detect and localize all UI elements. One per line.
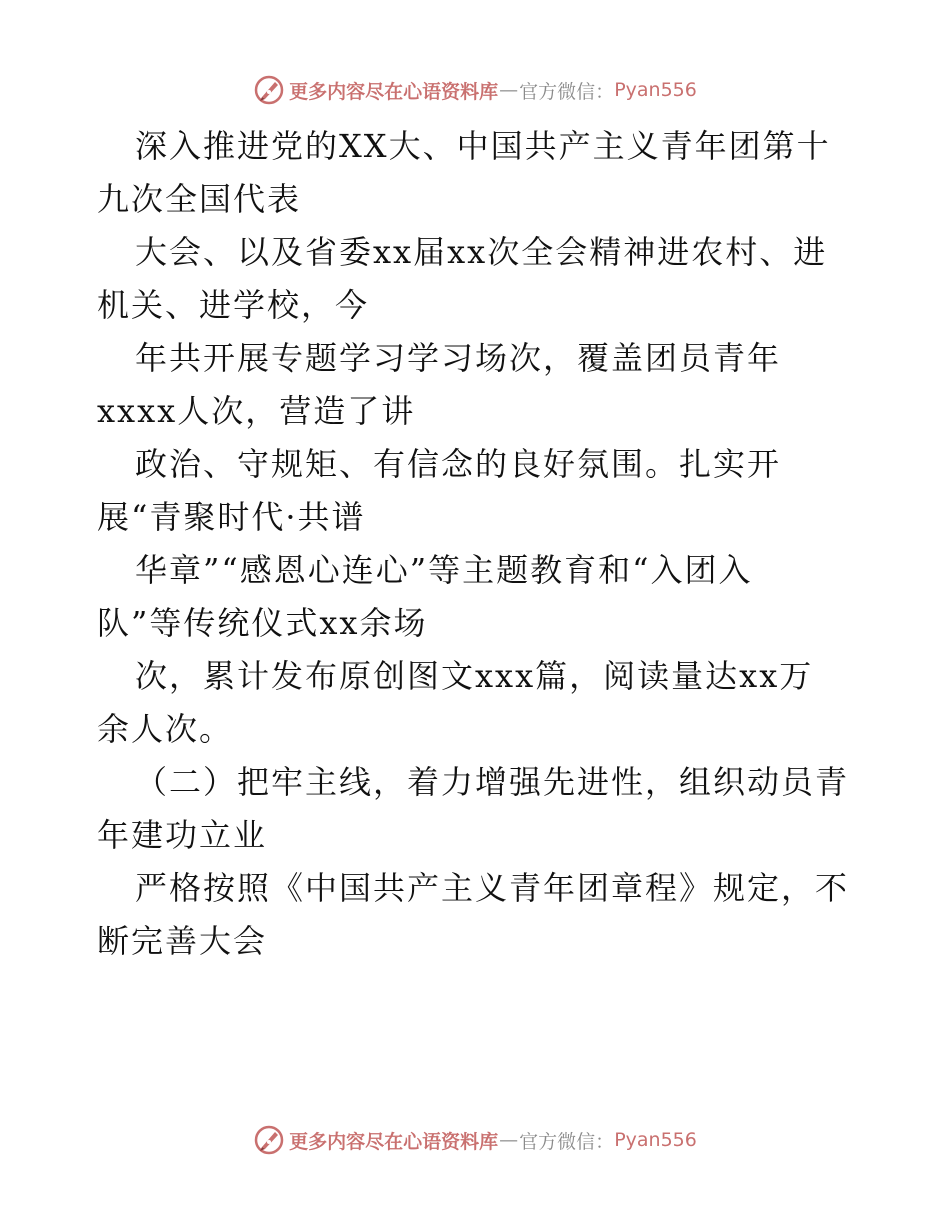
text-line: 次，累计发布原创图文xxx篇，阅读量达xx万 xyxy=(135,657,814,695)
footer-banner xyxy=(0,1120,950,1160)
text-line: 严格按照《中国共产主义青年团章程》规定，不 xyxy=(135,869,850,907)
text-line: 机关、进学校，今 xyxy=(97,286,370,324)
banner-separator: — xyxy=(499,1129,519,1151)
wechat-label: 官方微信： xyxy=(519,80,615,103)
text-line: 大会、以及省委xx届xx次全会精神进农村、进 xyxy=(135,233,828,271)
document-body xyxy=(97,120,867,968)
text-line: 队”等传统仪式xx余场 xyxy=(97,604,428,642)
quill-pen-logo-icon xyxy=(253,1124,285,1156)
text-line: xxxx人次，营造了讲 xyxy=(97,392,416,430)
text-line: 余人次。 xyxy=(97,710,234,748)
quill-pen-logo-icon xyxy=(253,74,285,106)
text-line: 九次全国代表 xyxy=(97,180,302,218)
text-line: 华章”“感恩心连心”等主题教育和“入团入 xyxy=(135,551,753,589)
text-line: 断完善大会 xyxy=(97,922,268,960)
brand-text: 更多内容尽在心语资料库 xyxy=(289,80,499,103)
text-line: 政治、守规矩、有信念的良好氛围。扎实开 xyxy=(135,445,782,483)
wechat-id: Pyan556 xyxy=(614,1129,697,1151)
header-banner xyxy=(0,70,950,110)
text-line: 年共开展专题学习学习场次，覆盖团员青年 xyxy=(135,339,782,377)
section-heading: （二）把牢主线，着力增强先进性，组织动员青 xyxy=(135,763,850,801)
text-line: 深入推进党的XX大、中国共产主义青年团第十 xyxy=(135,127,831,165)
banner-separator: — xyxy=(499,79,519,101)
wechat-label: 官方微信： xyxy=(519,1130,615,1153)
text-line: 展“青聚时代·共谱 xyxy=(97,498,366,536)
brand-text: 更多内容尽在心语资料库 xyxy=(289,1130,499,1153)
wechat-id: Pyan556 xyxy=(614,79,697,101)
section-heading-cont: 年建功立业 xyxy=(97,816,268,854)
